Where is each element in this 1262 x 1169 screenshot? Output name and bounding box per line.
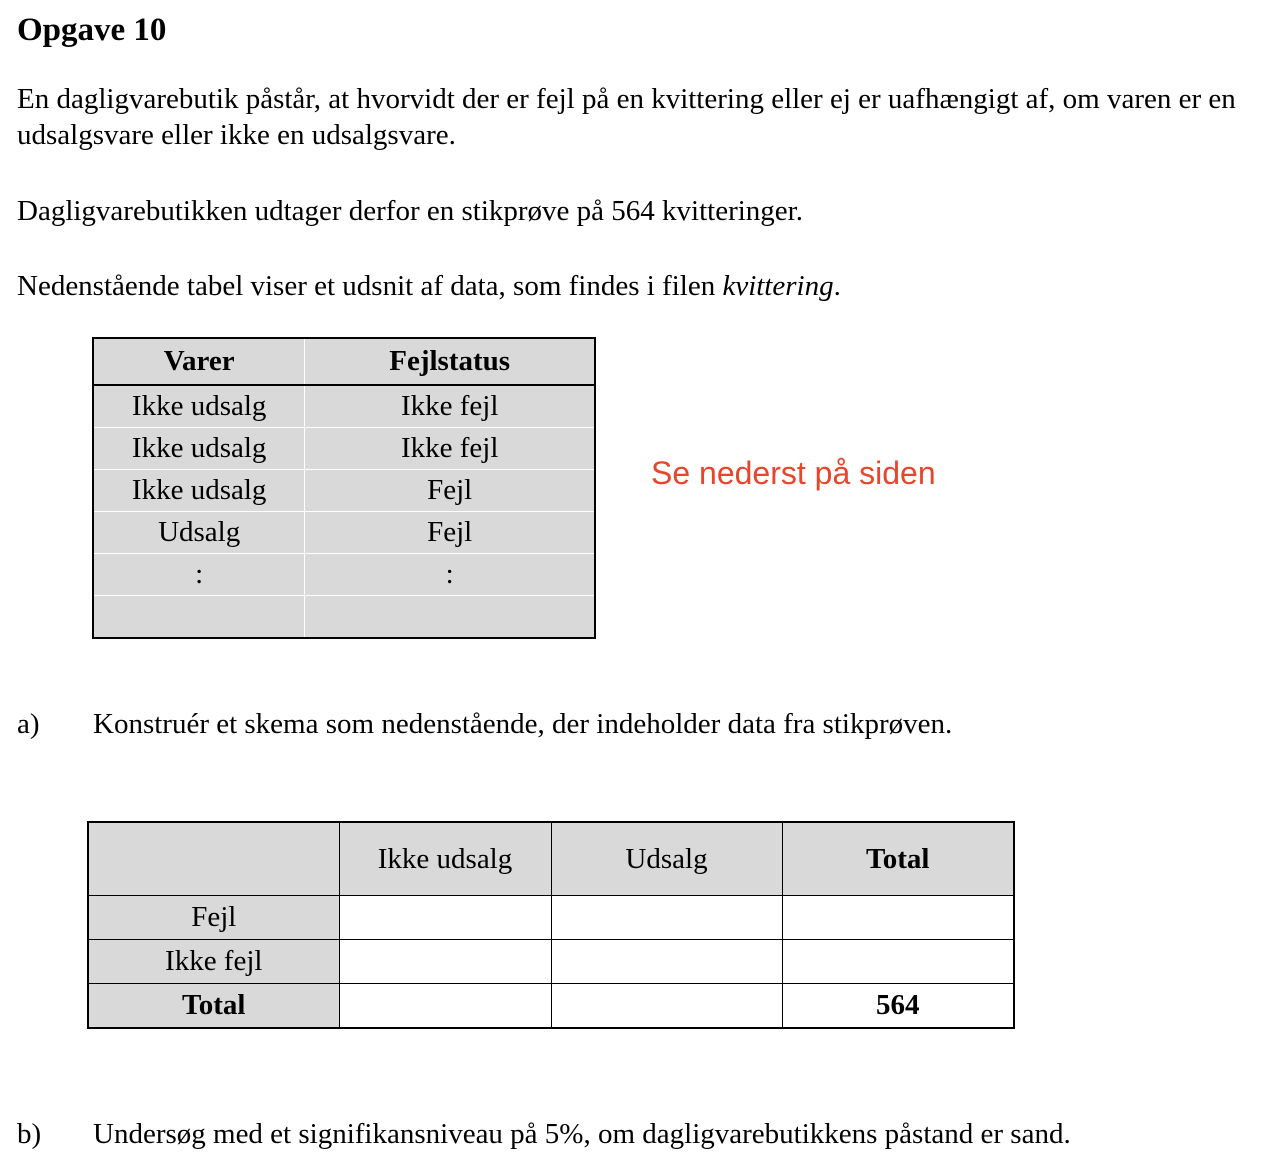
table-row <box>93 385 595 428</box>
schema-cell <box>551 984 782 1029</box>
sample-paragraph: Dagligvarebutikken udtager derfor en stikprøve på 564 kvitteringer. <box>17 195 803 227</box>
column-header-fejlstatus: Fejlstatus <box>305 338 595 385</box>
data-paragraph-text: Nedenstående tabel viser et udsnit af data, som findes i filen <box>17 270 723 302</box>
contingency-schema <box>87 821 1015 1029</box>
table-header-row <box>93 338 595 385</box>
question-b <box>17 1118 1071 1151</box>
table-cell: Ikke fejl <box>305 428 595 470</box>
table-row <box>93 554 595 596</box>
column-header-varer: Varer <box>93 338 305 385</box>
question-a-label: a) <box>17 708 40 740</box>
intro-paragraph: En dagligvarebutik påstår, at hvorvidt der er fejl på en kvittering eller ej er uafhængigt af, om varen er en udsalgsvare eller ikke en udsalgsvare. <box>17 83 1236 151</box>
schema-header-udsalg: Udsalg <box>551 822 782 896</box>
table-cell: Ikke udsalg <box>131 390 267 422</box>
schema-row-ikke-fejl <box>88 940 1014 984</box>
question-b-text: Undersøg med et signifikansniveau på 5%, om dagligvarebutikkens påstand er sand. <box>93 1118 1071 1150</box>
file-name: kvittering <box>722 270 834 302</box>
question-a-text: Konstruér et skema som nedenstående, der indeholder data fra stikprøven. <box>93 708 953 740</box>
schema-row-fejl <box>88 896 1014 940</box>
page-title: Opgave 10 <box>17 12 167 48</box>
schema-cell <box>339 896 551 940</box>
table-row <box>93 428 595 470</box>
table-cell: : <box>305 554 595 596</box>
schema-row-label: Ikke fejl <box>88 940 339 984</box>
table-cell: Ikke udsalg <box>93 470 305 512</box>
schema-corner-cell <box>88 822 339 896</box>
table-cell <box>93 596 305 639</box>
schema-cell <box>551 896 782 940</box>
question-b-label: b) <box>17 1118 42 1150</box>
schema-cell <box>339 984 551 1029</box>
schema-header-total: Total <box>782 822 1014 896</box>
schema-row-total <box>88 984 1014 1029</box>
table-cell: Fejl <box>305 512 595 554</box>
data-paragraph <box>17 268 1247 304</box>
question-a <box>17 708 952 741</box>
table-row <box>93 596 595 639</box>
schema-cell <box>551 940 782 984</box>
table-row <box>93 512 595 554</box>
schema-header-ikke-udsalg: Ikke udsalg <box>339 822 551 896</box>
schema-cell <box>782 940 1014 984</box>
schema-cell-grand-total: 564 <box>782 984 1014 1029</box>
table-row <box>93 470 595 512</box>
table-cell: : <box>93 554 305 596</box>
table-cell: Ikke fejl <box>305 385 595 428</box>
schema-row-label: Fejl <box>88 896 339 940</box>
table-cell: Udsalg <box>93 512 305 554</box>
schema-cell <box>782 896 1014 940</box>
table-cell <box>305 596 595 639</box>
schema-row-label: Total <box>88 984 339 1029</box>
data-excerpt-table <box>92 337 596 639</box>
table-cell: Ikke udsalg <box>93 428 305 470</box>
schema-cell <box>339 940 551 984</box>
table-cell: Fejl <box>305 470 595 512</box>
schema-header-row <box>88 822 1014 896</box>
red-note: Se nederst på siden <box>651 455 936 491</box>
data-paragraph-end: . <box>833 270 841 302</box>
